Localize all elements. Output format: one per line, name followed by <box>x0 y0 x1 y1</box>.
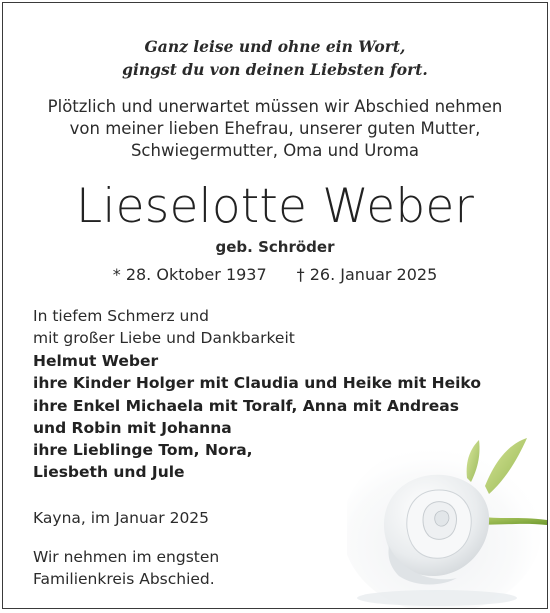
intro-text <box>3 96 547 162</box>
family-line: ihre Kinder Holger mit Claudia und Heike mit Heiko <box>33 374 481 393</box>
closing-line: Wir nehmen im engsten <box>33 548 220 566</box>
death-date: † 26. Januar 2025 <box>296 265 438 284</box>
motto-verse <box>3 35 547 81</box>
mourning-line: In tiefem Schmerz und <box>33 307 210 325</box>
deceased-name: Lieselotte Weber <box>76 179 474 234</box>
family-line: Liesbeth und Jule <box>33 463 185 482</box>
maiden-name: geb. Schröder <box>215 238 335 256</box>
mourning-text <box>33 305 295 349</box>
intro-line: Plötzlich und unerwartet müssen wir Abschied nehmen <box>47 97 503 116</box>
family-line: ihre Lieblinge Tom, Nora, <box>33 441 253 460</box>
family-line: und Robin mit Johanna <box>33 418 232 437</box>
white-rose-image <box>347 408 547 608</box>
family-line: ihre Enkel Michaela mit Toralf, Anna mit Andreas <box>33 396 459 415</box>
motto-line: gingst du von deinen Liebsten fort. <box>122 60 428 79</box>
life-dates <box>3 263 547 287</box>
rose-icon <box>347 408 547 608</box>
mourning-line: mit großer Liebe und Dankbarkeit <box>33 329 295 347</box>
closing-line: Familienkreis Abschied. <box>33 570 215 588</box>
obituary-card <box>2 2 548 609</box>
place-date: Kayna, im Januar 2025 <box>33 509 210 527</box>
intro-line: von meiner lieben Ehefrau, unserer guten Mutter, <box>69 119 481 138</box>
family-line: Helmut Weber <box>33 352 159 370</box>
closing-note <box>33 546 219 590</box>
birth-date: * 28. Oktober 1937 <box>112 265 267 284</box>
motto-line: Ganz leise und ohne ein Wort, <box>144 37 406 56</box>
intro-line: Schwiegermutter, Oma und Uroma <box>130 141 420 160</box>
